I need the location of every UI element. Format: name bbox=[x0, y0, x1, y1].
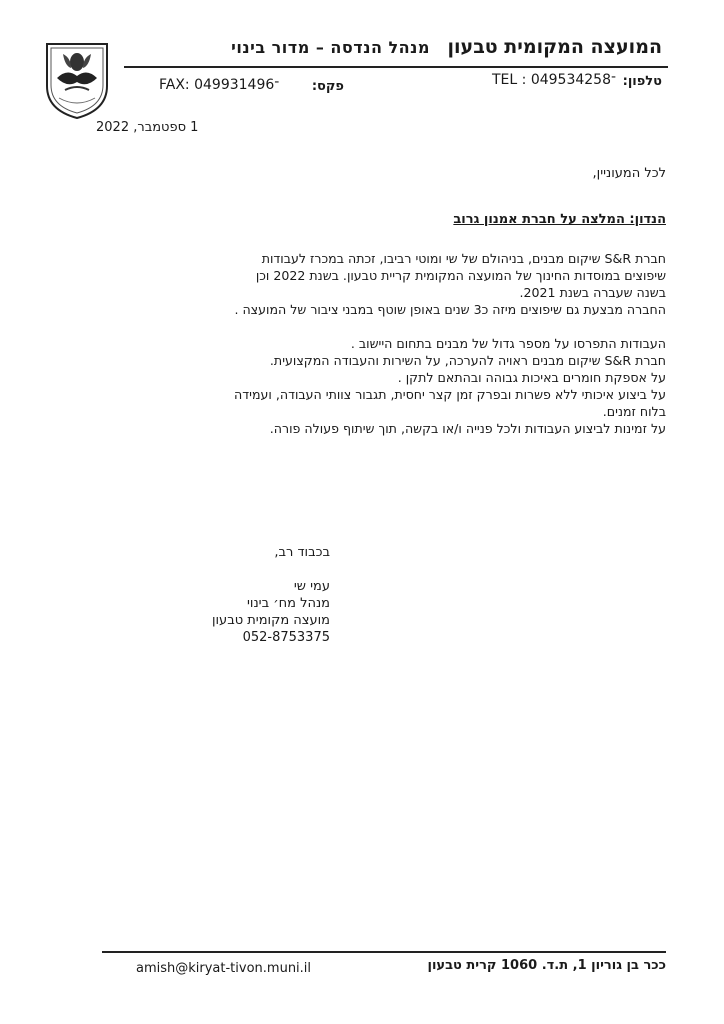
org-name: המועצה המקומית טבעון bbox=[447, 36, 662, 58]
paragraph-line: חברת S&R שיקום מבנים ראויה להערכה, על השירות והעבודה המקצועית. bbox=[269, 353, 666, 368]
paragraph-line: בלוח זמנים. bbox=[602, 404, 666, 419]
fax-number: FAX: 04־9931496 bbox=[159, 77, 280, 93]
paragraph-line: על ביצוע איכותי ללא פשרות ובפרק זמן קצר יחסית, תגבור צוותי העבודה, ועמידה bbox=[234, 387, 666, 402]
paragraph-line: שיפוצים במוסדות החינוך של המועצה המקומית קריית טבעון. בשנת 2022 וכן bbox=[255, 268, 666, 283]
phone-label: טלפון: bbox=[622, 74, 662, 89]
footer-divider bbox=[102, 951, 666, 953]
greeting: לכל המעוניין, bbox=[592, 166, 666, 181]
footer-address: ככר בן גוריון 1, ת.ד. 1060 קרית טבעון bbox=[427, 958, 666, 973]
fax-label: פקס: bbox=[311, 79, 344, 94]
signer-phone: 052-8753375 bbox=[242, 630, 330, 645]
signer-name: עמי שי bbox=[293, 579, 330, 594]
paragraph-line: על אספקת חומרים באיכות גבוהה ובהתאם לתקן . bbox=[397, 370, 666, 385]
closing: בכבוד רב, bbox=[274, 545, 330, 560]
paragraph-line: בשנה שעברה בשנת 2021. bbox=[519, 285, 666, 300]
subject-line: הנדון: המלצה על חברת אמנון גרוב bbox=[453, 212, 666, 227]
department-name: מנהל הנדסה – מדור בינוי bbox=[231, 38, 430, 57]
phone-number: TEL : 04־9534258 bbox=[492, 72, 617, 88]
municipal-emblem-icon bbox=[41, 38, 113, 120]
footer-email[interactable]: amish@kiryat-tivon.muni.il bbox=[136, 961, 312, 976]
paragraph-line: חברת S&R שיקום מבנים, בניהולם של שי ומוטי רביבו, זכתה במכרז לעבודות bbox=[261, 251, 666, 266]
signer-org: מועצה מקומית טבעון bbox=[211, 613, 330, 628]
paragraph-line: על זמינות לביצוע העבודות ולכל פנייה ו/או בקשה, תוך שיתוף פעולה פורה. bbox=[269, 421, 666, 436]
paragraph-line: העבודות התפרסו על מספר גדול של מבנים בתחום היישוב . bbox=[350, 336, 666, 351]
header-divider bbox=[124, 66, 668, 68]
letter-date: 1 ספטמבר, 2022 bbox=[96, 120, 199, 135]
paragraph-line: החברה מבצעת גם שיפוצים מיזה כ3 שנים באופן שוטף במבני ציבור של המועצה . bbox=[234, 302, 666, 317]
signer-title: מנהל מח׳ בינוי bbox=[247, 596, 330, 611]
